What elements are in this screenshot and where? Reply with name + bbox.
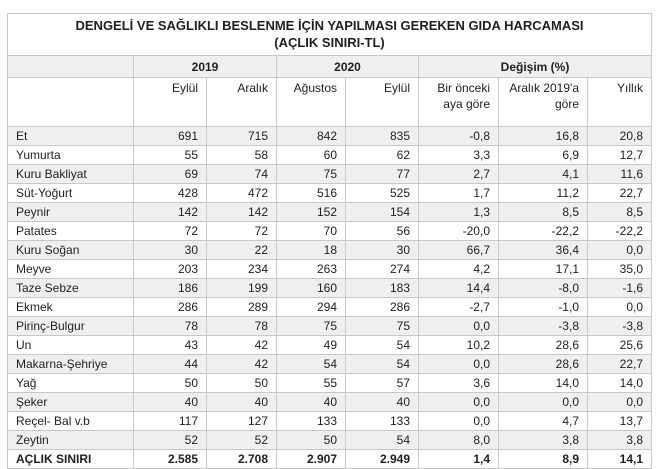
row-label: Reçel- Bal v.b: [8, 412, 134, 431]
value-cell: 0,0: [588, 393, 652, 412]
table-row: [8, 412, 652, 431]
row-label: Kuru Bakliyat: [8, 165, 134, 184]
value-cell: 4,1: [499, 165, 588, 184]
value-cell: -3,8: [499, 317, 588, 336]
value-cell: 25,6: [588, 336, 652, 355]
value-cell: 13,7: [588, 412, 652, 431]
value-cell: 0,0: [419, 393, 499, 412]
value-cell: 0,0: [419, 412, 499, 431]
value-cell: 289: [207, 298, 277, 317]
value-cell: 0,0: [588, 298, 652, 317]
value-cell: 42: [207, 336, 277, 355]
value-cell: 16,8: [499, 127, 588, 146]
value-cell: 142: [134, 203, 207, 222]
value-cell: 472: [207, 184, 277, 203]
value-cell: 40: [346, 393, 419, 412]
row-label: Taze Sebze: [8, 279, 134, 298]
value-cell: 142: [207, 203, 277, 222]
total-value-cell: 2.907: [277, 450, 346, 469]
value-cell: 72: [134, 222, 207, 241]
col-group-degisim: Değişim (%): [419, 56, 652, 78]
value-cell: 44: [134, 355, 207, 374]
row-label: Süt-Yoğurt: [8, 184, 134, 203]
value-cell: -20,0: [419, 222, 499, 241]
value-cell: 842: [277, 127, 346, 146]
value-cell: 263: [277, 260, 346, 279]
value-cell: 160: [277, 279, 346, 298]
value-cell: -22,2: [499, 222, 588, 241]
value-cell: 22,7: [588, 355, 652, 374]
value-cell: 77: [346, 165, 419, 184]
value-cell: 3,8: [588, 431, 652, 450]
value-cell: 3,6: [419, 374, 499, 393]
value-cell: 294: [277, 298, 346, 317]
table-row: [8, 431, 652, 450]
value-cell: 286: [134, 298, 207, 317]
value-cell: 127: [207, 412, 277, 431]
row-label: Ekmek: [8, 298, 134, 317]
total-value-cell: 8,9: [499, 450, 588, 469]
col-group-2020: 2020: [277, 56, 419, 78]
value-cell: 30: [134, 241, 207, 260]
sub-header-agustos-2020: Ağustos: [277, 78, 346, 127]
value-cell: 78: [207, 317, 277, 336]
corner-cell: [8, 56, 134, 78]
value-cell: 835: [346, 127, 419, 146]
table-row: [8, 336, 652, 355]
value-cell: 52: [134, 431, 207, 450]
value-cell: 11,6: [588, 165, 652, 184]
value-cell: -8,0: [499, 279, 588, 298]
value-cell: 10,2: [419, 336, 499, 355]
value-cell: 22,7: [588, 184, 652, 203]
value-cell: 55: [277, 374, 346, 393]
value-cell: 8,5: [588, 203, 652, 222]
total-row: [8, 450, 652, 469]
table-title: [8, 14, 652, 56]
value-cell: 60: [277, 146, 346, 165]
value-cell: 36,4: [499, 241, 588, 260]
value-cell: 40: [134, 393, 207, 412]
row-label: Patates: [8, 222, 134, 241]
table-row: [8, 374, 652, 393]
row-label: Kuru Soğan: [8, 241, 134, 260]
value-cell: 199: [207, 279, 277, 298]
sub-header-eylul-2019: Eylül: [134, 78, 207, 127]
value-cell: 14,0: [588, 374, 652, 393]
value-cell: 50: [207, 374, 277, 393]
total-value-cell: 2.585: [134, 450, 207, 469]
value-cell: 70: [277, 222, 346, 241]
value-cell: 4,2: [419, 260, 499, 279]
value-cell: 78: [134, 317, 207, 336]
value-cell: 6,9: [499, 146, 588, 165]
value-cell: 8,5: [499, 203, 588, 222]
value-cell: 133: [277, 412, 346, 431]
value-cell: 54: [346, 355, 419, 374]
total-value-cell: 14,1: [588, 450, 652, 469]
table-row: [8, 184, 652, 203]
value-cell: 62: [346, 146, 419, 165]
row-label: Makarna-Şehriye: [8, 355, 134, 374]
value-cell: 58: [207, 146, 277, 165]
value-cell: 133: [346, 412, 419, 431]
table-body: [8, 127, 652, 469]
row-label: Pirinç-Bulgur: [8, 317, 134, 336]
title-line-1: DENGELİ VE SAĞLIKLI BESLENME İÇİN YAPILMASI GEREKEN GIDA HARCAMASI: [75, 18, 584, 33]
value-cell: 0,0: [419, 355, 499, 374]
row-label: Un: [8, 336, 134, 355]
row-label: Meyve: [8, 260, 134, 279]
value-cell: -1,6: [588, 279, 652, 298]
value-cell: 49: [277, 336, 346, 355]
value-cell: 66,7: [419, 241, 499, 260]
column-group-row: [8, 56, 652, 78]
value-cell: 691: [134, 127, 207, 146]
value-cell: 54: [346, 336, 419, 355]
value-cell: 117: [134, 412, 207, 431]
value-cell: 715: [207, 127, 277, 146]
value-cell: 203: [134, 260, 207, 279]
value-cell: 8,0: [419, 431, 499, 450]
value-cell: 22: [207, 241, 277, 260]
table-row: [8, 165, 652, 184]
table-row: [8, 222, 652, 241]
value-cell: 75: [346, 317, 419, 336]
corner-cell: [8, 78, 134, 127]
total-value-cell: 2.949: [346, 450, 419, 469]
value-cell: 2,7: [419, 165, 499, 184]
value-cell: 20,8: [588, 127, 652, 146]
row-label: Şeker: [8, 393, 134, 412]
row-label: Zeytin: [8, 431, 134, 450]
value-cell: 0,0: [419, 317, 499, 336]
value-cell: -2,7: [419, 298, 499, 317]
table-row: [8, 393, 652, 412]
value-cell: 30: [346, 241, 419, 260]
value-cell: 35,0: [588, 260, 652, 279]
table-row: [8, 146, 652, 165]
value-cell: 0,0: [499, 393, 588, 412]
value-cell: 154: [346, 203, 419, 222]
value-cell: 428: [134, 184, 207, 203]
value-cell: 516: [277, 184, 346, 203]
value-cell: 183: [346, 279, 419, 298]
value-cell: 50: [277, 431, 346, 450]
sub-header-eylul-2020: Eylül: [346, 78, 419, 127]
value-cell: 234: [207, 260, 277, 279]
title-line-2: (AÇLIK SINIRI-TL): [274, 35, 385, 50]
value-cell: 75: [277, 165, 346, 184]
value-cell: 56: [346, 222, 419, 241]
value-cell: 152: [277, 203, 346, 222]
table-row: [8, 298, 652, 317]
row-label: Yağ: [8, 374, 134, 393]
col-group-2019: 2019: [134, 56, 277, 78]
value-cell: -1,0: [499, 298, 588, 317]
value-cell: 274: [346, 260, 419, 279]
value-cell: 28,6: [499, 336, 588, 355]
total-value-cell: 1,4: [419, 450, 499, 469]
value-cell: -22,2: [588, 222, 652, 241]
value-cell: 69: [134, 165, 207, 184]
row-label: Yumurta: [8, 146, 134, 165]
value-cell: 4,7: [499, 412, 588, 431]
row-label: Et: [8, 127, 134, 146]
sub-header-aralik-2019a-gore: Aralık 2019'a göre: [499, 78, 588, 127]
value-cell: 42: [207, 355, 277, 374]
sub-header-yillik: Yıllık: [588, 78, 652, 127]
value-cell: 50: [134, 374, 207, 393]
value-cell: 43: [134, 336, 207, 355]
sub-header-row: [8, 78, 652, 127]
sub-header-bir-onceki-aya-gore: Bir önceki aya göre: [419, 78, 499, 127]
total-row-label: AÇLIK SINIRI: [8, 450, 134, 469]
value-cell: 57: [346, 374, 419, 393]
row-label: Peynir: [8, 203, 134, 222]
table-row: [8, 355, 652, 374]
sub-header-aralik-2019: Aralık: [207, 78, 277, 127]
total-value-cell: 2.708: [207, 450, 277, 469]
value-cell: 54: [277, 355, 346, 374]
title-row: [8, 14, 652, 56]
table-row: [8, 260, 652, 279]
value-cell: 1,7: [419, 184, 499, 203]
value-cell: 40: [207, 393, 277, 412]
value-cell: 72: [207, 222, 277, 241]
value-cell: 18: [277, 241, 346, 260]
value-cell: 12,7: [588, 146, 652, 165]
value-cell: 186: [134, 279, 207, 298]
value-cell: 286: [346, 298, 419, 317]
value-cell: 14,0: [499, 374, 588, 393]
table-row: [8, 317, 652, 336]
value-cell: 54: [346, 431, 419, 450]
value-cell: 74: [207, 165, 277, 184]
value-cell: 525: [346, 184, 419, 203]
table-row: [8, 127, 652, 146]
table-row: [8, 279, 652, 298]
value-cell: -3,8: [588, 317, 652, 336]
food-expense-table: [7, 13, 652, 469]
value-cell: 75: [277, 317, 346, 336]
value-cell: 3,8: [499, 431, 588, 450]
value-cell: 11,2: [499, 184, 588, 203]
value-cell: 28,6: [499, 355, 588, 374]
value-cell: 52: [207, 431, 277, 450]
value-cell: 0,0: [588, 241, 652, 260]
value-cell: 1,3: [419, 203, 499, 222]
table-row: [8, 241, 652, 260]
value-cell: 3,3: [419, 146, 499, 165]
value-cell: 40: [277, 393, 346, 412]
value-cell: 14,4: [419, 279, 499, 298]
value-cell: 55: [134, 146, 207, 165]
value-cell: 17,1: [499, 260, 588, 279]
table-row: [8, 203, 652, 222]
value-cell: -0,8: [419, 127, 499, 146]
